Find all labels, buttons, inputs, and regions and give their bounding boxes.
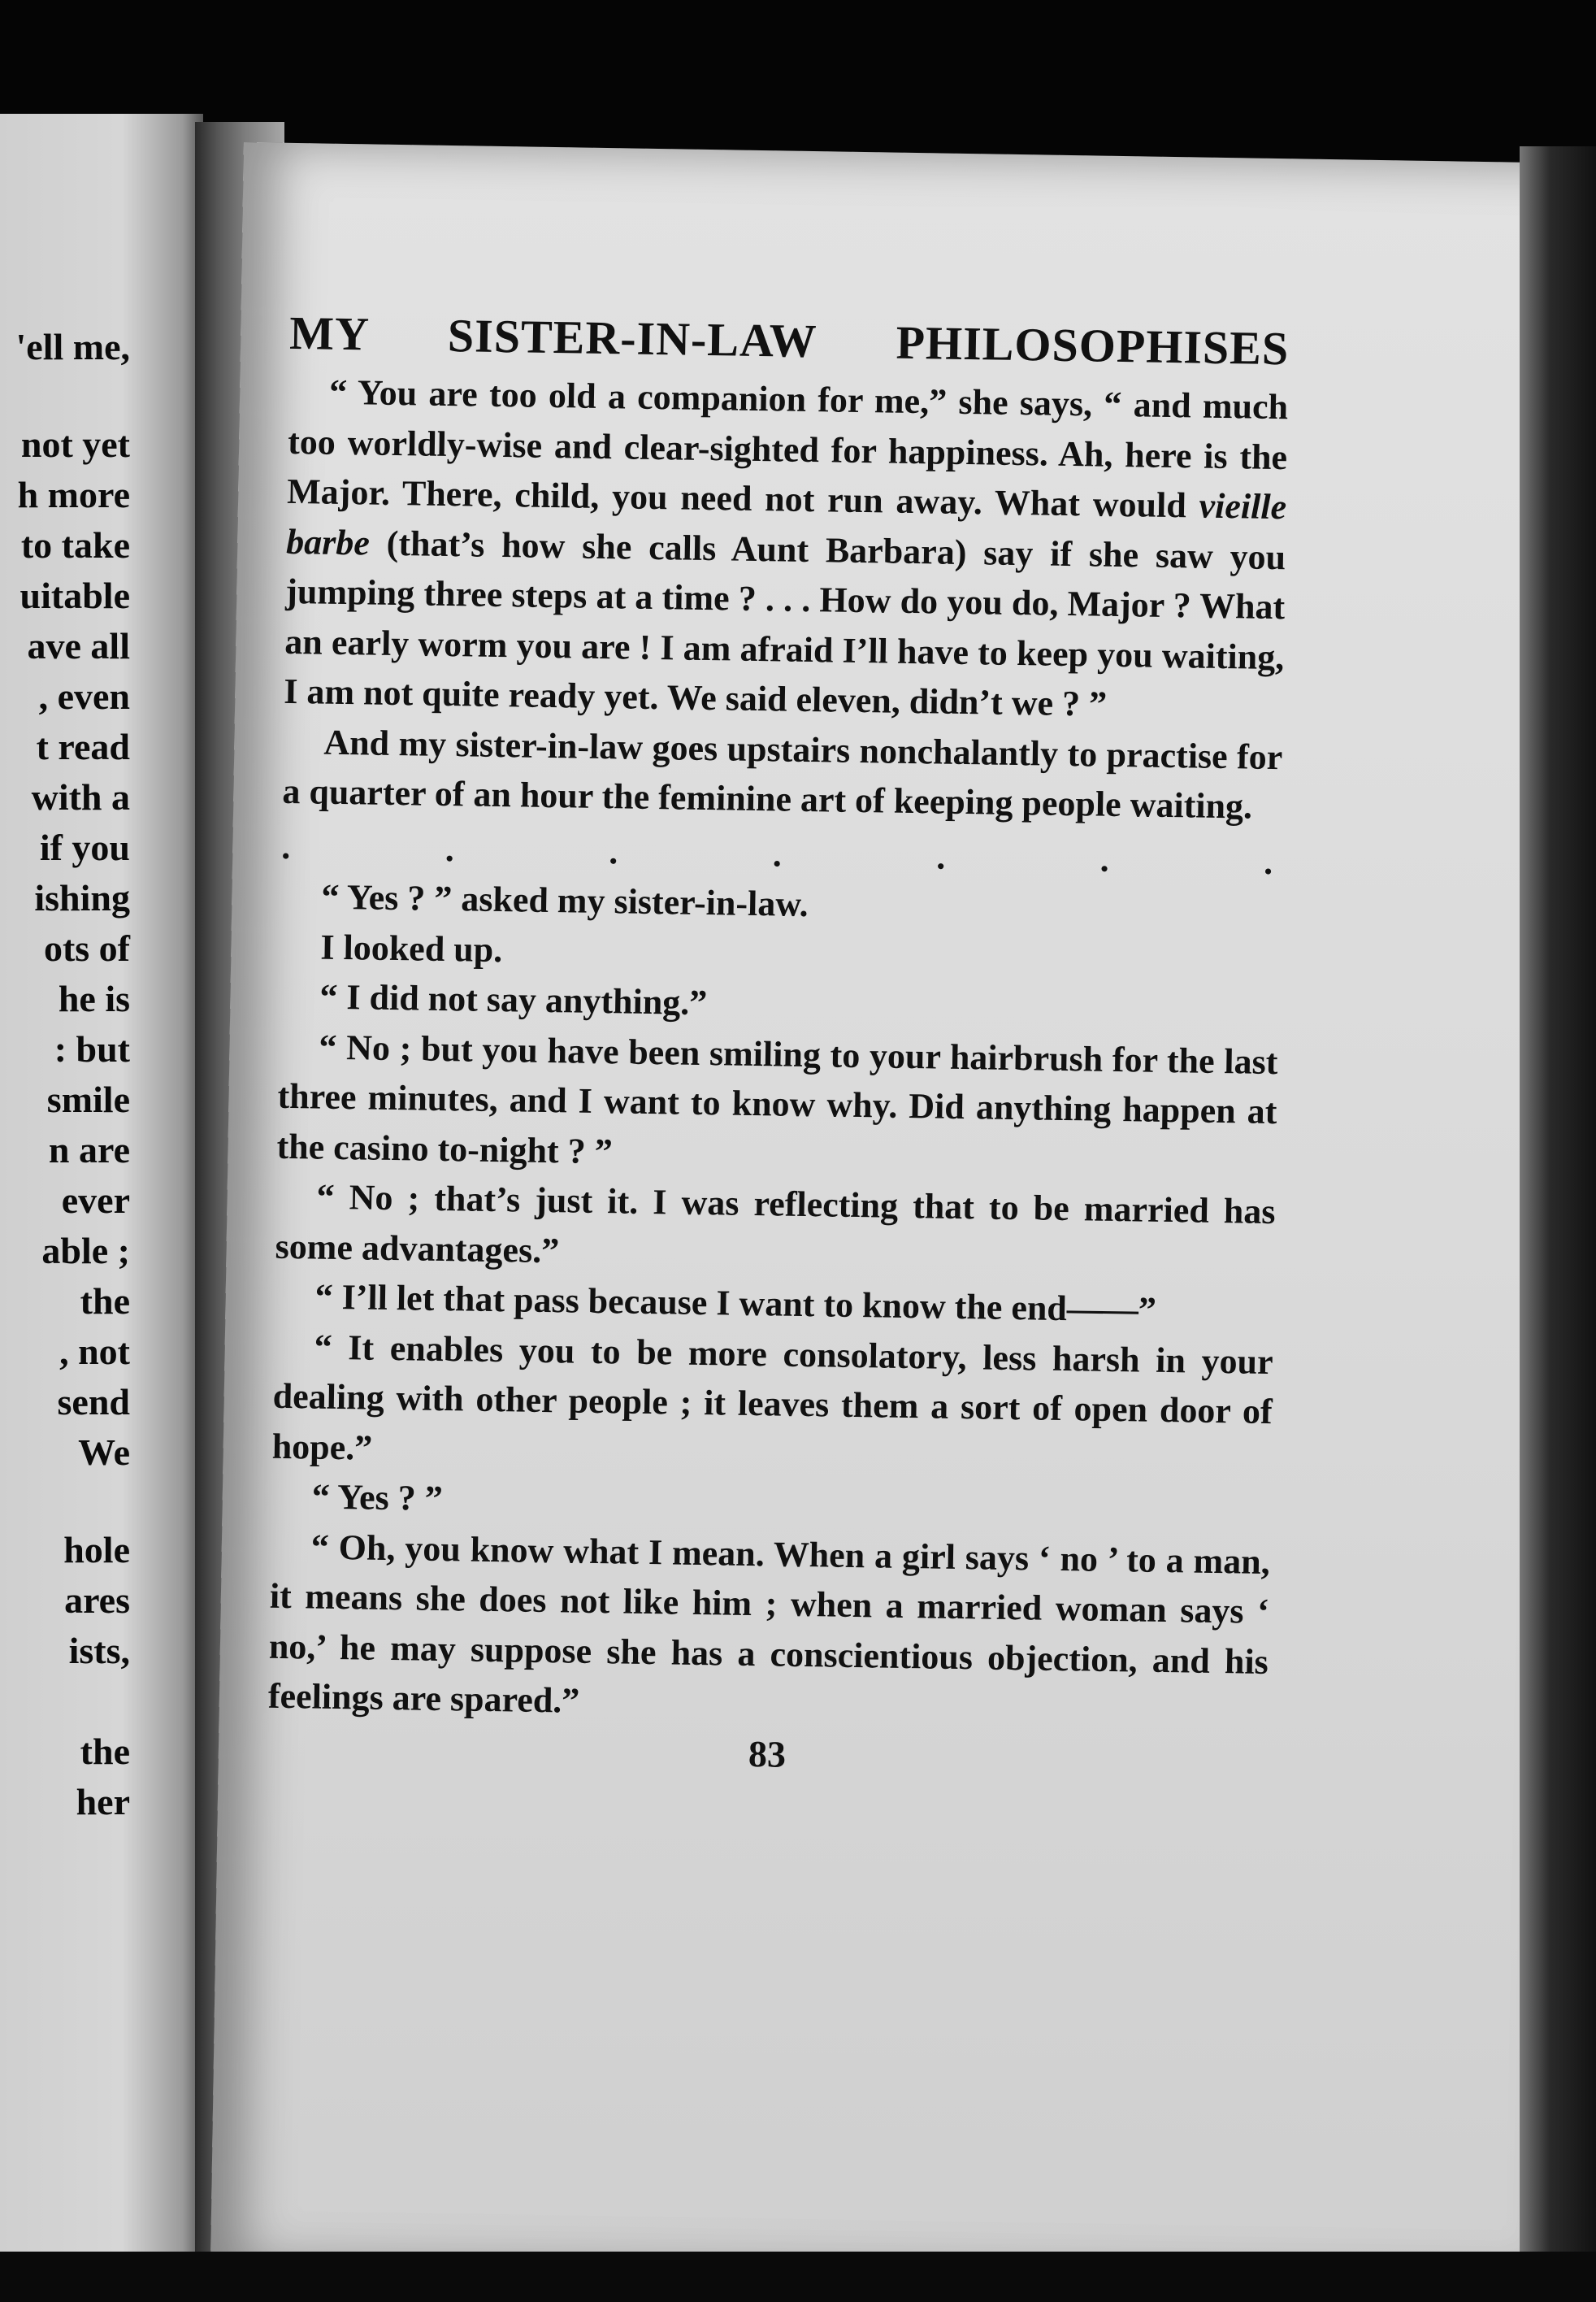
page-number: 83 [748, 1732, 787, 1775]
left-page-line: smile [46, 1079, 130, 1120]
paragraph-text: “ You are too old a companion for me,” she says, “ and much too worldly-wise and clear-sighted for happiness. Ah, here is the Major. There, child, you need not run away. What would [286, 371, 1289, 526]
paragraph: “ I did not say anything.” [319, 976, 708, 1023]
paragraph: “ Yes ? ” [311, 1476, 444, 1519]
left-page-line: , even [38, 675, 130, 717]
left-page-line: ares [64, 1579, 130, 1621]
left-page-line: he is [58, 978, 130, 1019]
paragraph: I looked up. [320, 927, 503, 970]
left-page-line: 'ell me, [15, 326, 130, 367]
left-page-fragment [0, 114, 203, 2260]
dot: . [772, 833, 783, 875]
left-page-line: We [78, 1431, 130, 1473]
paragraph: And my sister-in-law goes upstairs nonchalantly to practise for a quarter of an hour the feminine art of keeping people waiting. [282, 722, 1283, 827]
left-page-line: the [80, 1731, 130, 1772]
left-page-line: hole [63, 1529, 130, 1570]
paragraph: “ No ; but you have been smiling to your hairbrush for the last three minutes, and I want to know why. Did anything happen at the casino to-night ? ” [276, 1027, 1278, 1171]
paragraph [284, 367, 1289, 732]
paragraph: “ I’ll let that pass because I want to know the end——” [314, 1276, 1157, 1330]
paragraph-text: (that’s how she calls Aunt Barbara) say if she saw you jumping three steps at a time ? . . . How do you do, Major ? What an early worm you are ! I am afraid I’ll have to keep you waiting, I am not quite ready yet. We said eleven, didn’t we ? ” [284, 522, 1286, 724]
left-page-line: h more [17, 474, 130, 515]
left-page-line: ever [61, 1179, 130, 1221]
dot: . [1099, 839, 1110, 880]
dot: . [445, 828, 455, 869]
scan-bottom-border [0, 2252, 1596, 2302]
left-page-line: her [76, 1781, 130, 1822]
dot: . [281, 826, 291, 867]
left-page-line: : but [54, 1028, 130, 1070]
paragraph: “ No ; that’s just it. I was reflecting that to be married has some advantages.” [275, 1176, 1276, 1270]
italic-phrase: vieille barbe [285, 485, 1287, 562]
left-page-line: send [57, 1381, 130, 1422]
paragraph: “ It enables you to be more consolatory, less harsh in your dealing with other people ; it leaves them a sort of open door of hope.” [271, 1327, 1273, 1468]
paragraph: “ Yes ? ” asked my sister-in-law. [321, 876, 809, 925]
left-page-line: the [80, 1280, 130, 1322]
left-page-line: , not [59, 1331, 130, 1372]
left-page-line: uitable [20, 575, 130, 616]
dot: . [608, 831, 618, 871]
main-page [210, 142, 1560, 2284]
left-page-line: ave all [27, 625, 130, 667]
left-page-line: n are [48, 1129, 130, 1171]
dot: . [935, 836, 946, 877]
paragraph: “ Oh, you know what I mean. When a girl says ‘ no ’ to a man, it means she does not like him ; when a married woman says ‘ no,’ he may suppose she has a conscientious objection, and his feelings are spared.” [267, 1527, 1271, 1721]
left-page-line: not yet [20, 423, 130, 465]
left-page-line: ishing [34, 877, 130, 919]
page-right-edge-shadow [1520, 146, 1596, 2260]
dot: . [1263, 841, 1273, 882]
left-page-line: ists, [68, 1630, 130, 1671]
page-text-block [267, 306, 1290, 1783]
left-page-line: t read [36, 726, 130, 767]
left-page-line: able ; [41, 1230, 130, 1271]
left-page-line: ots of [43, 927, 130, 969]
left-page-line: if you [39, 827, 130, 868]
running-heading: MY SISTER-IN-LAW PHILOSOPHISES [288, 306, 1290, 376]
left-page-line: with a [31, 776, 130, 818]
left-page-line: to take [20, 524, 130, 566]
